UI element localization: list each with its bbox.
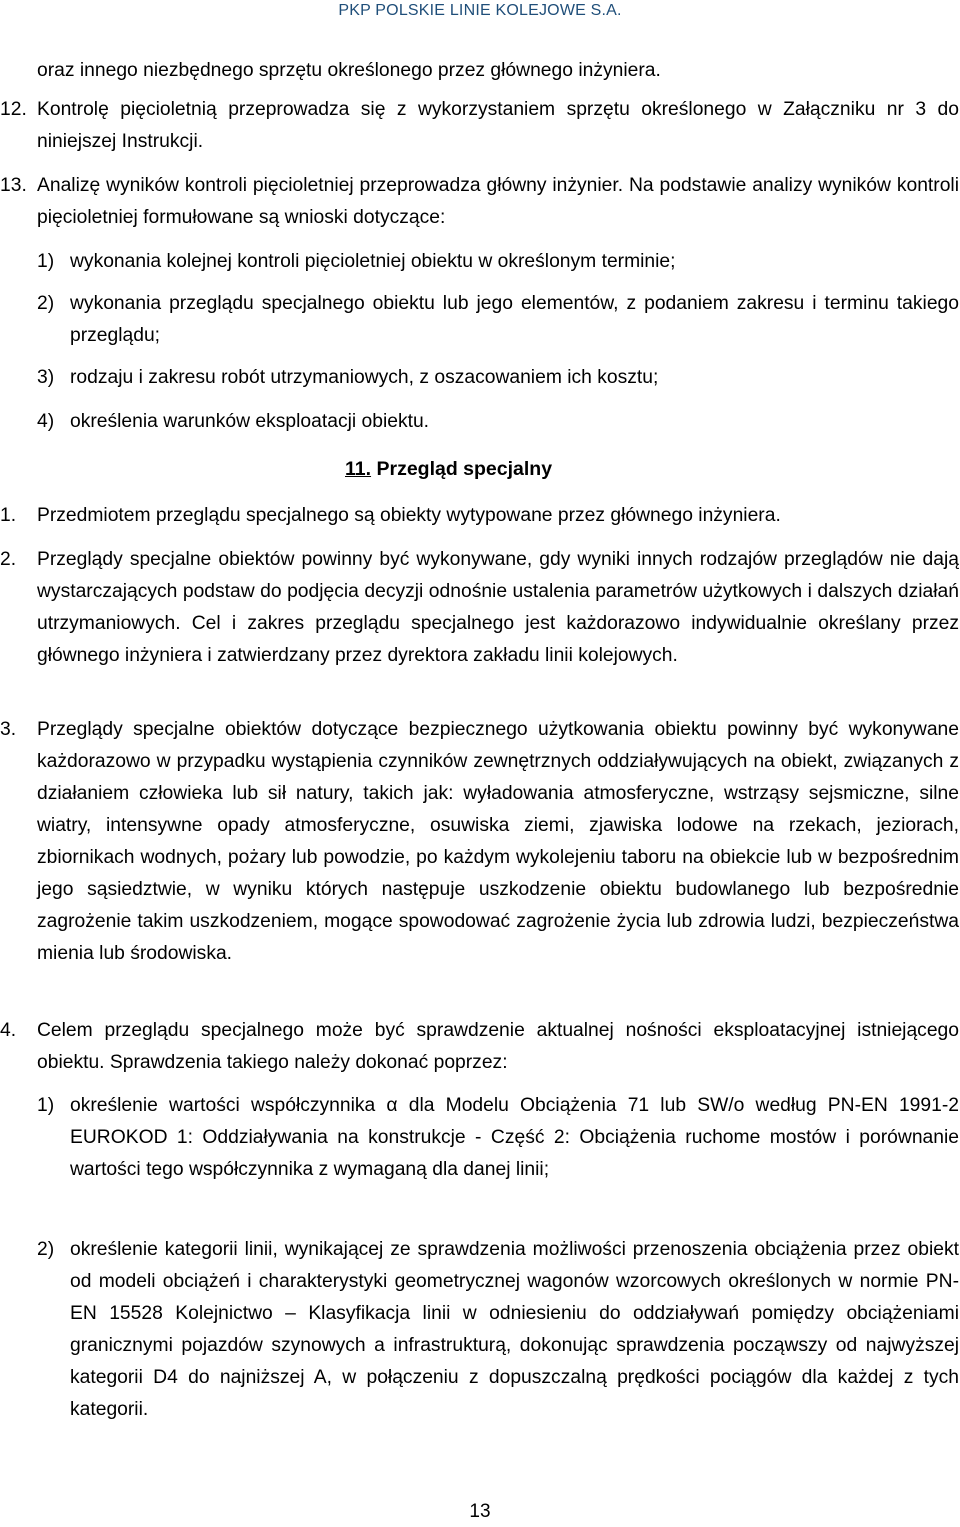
sub-item-number: 3) [37,367,55,388]
sub-item-text: określenia warunków eksploatacji obiektu. [70,411,430,432]
document-header: PKP POLSKIE LINIE KOLEJOWE S.A. [338,2,622,19]
page-number: 13 [469,1501,491,1522]
section-title: Przegląd specjalny [376,458,553,480]
sub-item-number: 4) [37,411,55,432]
list-number: 13. [0,175,27,196]
continuation-line: oraz innego niezbędnego sprzętu określonego przez głównego inżyniera. [37,60,661,81]
section-item-text: Przedmiotem przeglądu specjalnego są obiekty wytypowane przez głównego inżyniera. [37,505,781,526]
sub-item [37,1090,959,1186]
sub-item [37,362,959,394]
section-heading [345,453,552,485]
sub-item-number: 2) [37,1239,55,1260]
sub-item-number: 1) [37,1095,55,1116]
sub-item-text: wykonania kolejnej kontroli pięcioletniej obiektu w określonym terminie; [70,251,676,272]
sub-item [37,1234,959,1426]
section-number: 11. [345,458,372,480]
list-number: 3. [0,719,17,740]
list-item-text: Kontrolę pięcioletnią przeprowadza się z wykorzystaniem sprzętu określonego w Załączniku nr 3 do niniejszej Instrukcji. [37,99,959,152]
sub-item-text: określenie wartości współczynnika α dla Modelu Obciążenia 71 lub SW/o według PN-EN 1991-2 EUROKOD 1: Oddziaływania na konstrukcje - Część 2: Obciążenia ruchome mostów i porównanie wartości tego współczynnika z wymaganą dla danej linii; [70,1095,959,1180]
section-item-text: Celem przeglądu specjalnego może być sprawdzenie aktualnej nośności eksploatacyjnej istniejącego obiektu. Sprawdzenia takiego należy dokonać poprzez: [37,1020,959,1073]
list-item-text: Analizę wyników kontroli pięcioletniej przeprowadza główny inżynier. Na podstawie analizy wyników kontroli pięcioletniej formułowane są wnioski dotyczące: [37,175,959,228]
list-number: 2. [0,549,17,570]
sub-item-text: określenie kategorii linii, wynikającej ze sprawdzenia możliwości przenoszenia obciążenia przez obiekt od modeli obciążeń i charakterystyki geometrycznej wagonów wzorcowych określonych w normie PN-EN 15528 Kolejnictwo – Klasyfikacja linii w odniesieniu do oddziaływań pomiędzy obciążeniami granicznymi pojazdów szynowych a infrastrukturą, dokonując sprawdzenia począwszy od najwyższej kategorii D4 do najniższej A, w połączeniu z dopuszczalną prędkości pociągów dla każdej z tych kategorii. [70,1239,959,1420]
list-number: 1. [0,505,17,526]
sub-item [37,288,959,352]
sub-item [37,246,959,278]
sub-item [37,406,959,438]
sub-item-number: 2) [37,293,55,314]
sub-item-number: 1) [37,251,55,272]
section-item-text: Przeglądy specjalne obiektów powinny być wykonywane, gdy wyniki innych rodzajów przeglądów nie dają wystarczających podstaw do podjęcia decyzji odnośnie ustalenia parametrów użytkowych i dalszych działań utrzymaniowych. Cel i zakres przeglądu specjalnego jest każdorazowo indywidualnie określany przez głównego inżyniera i zatwierdzany przez dyrektora zakładu linii kolejowych. [37,549,959,666]
sub-item-text: rodzaju i zakresu robót utrzymaniowych, z oszacowaniem ich kosztu; [70,367,659,388]
list-number: 4. [0,1020,17,1041]
sub-item-text: wykonania przeglądu specjalnego obiektu lub jego elementów, z podaniem zakresu i terminu takiego przeglądu; [70,293,959,346]
section-item-text: Przeglądy specjalne obiektów dotyczące bezpiecznego użytkowania obiektu powinny być wykonywane każdorazowo w przypadku wystąpienia czynników zewnętrznych oddziaływujących na obiekt, związanych z działaniem człowieka lub sił natury, takich jak: wyładowania atmosferyczne, wstrząsy sejsmiczne, silne wiatry, intensywne opady atmosferyczne, osuwiska ziemi, zjawiska lodowe na rzekach, jeziorach, zbiornikach wodnych, pożary lub powodzie, po każdym wykolejeniu taboru na obiekcie lub w bezpośrednim jego sąsiedztwie, w wyniku których następuje uszkodzenie obiektu budowlanego lub bezpośrednie zagrożenie takim uszkodzeniem, mogące spowodować zagrożenie życia lub zdrowia ludzi, bezpieczeństwa mienia lub środowiska. [37,719,959,964]
list-number: 12. [0,99,27,120]
